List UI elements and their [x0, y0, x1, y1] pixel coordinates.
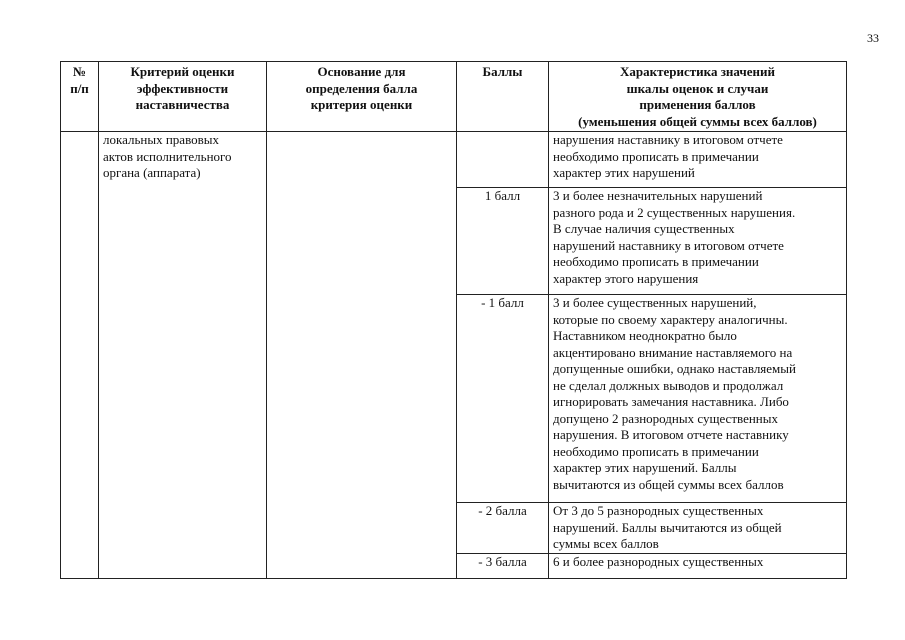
characteristic-cell: 3 и более незначительных нарушений разного рода и 2 существенных нарушения. В случае наличия существенных нарушений наставнику в итоговом отчете необходимо прописать в примечании характер этого нарушения	[549, 188, 847, 295]
points-cell: - 2 балла	[457, 503, 549, 554]
header-points: Баллы	[457, 62, 549, 132]
criterion-cell: локальных правовых актов исполнительного органа (аппарата)	[99, 132, 267, 579]
characteristic-cell: нарушения наставнику в итоговом отчете необходимо прописать в примечании характер этих нарушений	[549, 132, 847, 188]
points-cell	[457, 132, 549, 188]
characteristic-cell: 3 и более существенных нарушений, которые по своему характеру аналогичны. Наставником неоднократно было акцентировано внимание наставляемого на допущенные ошибки, однако наставляемый не сделал должных выводов и продолжал игнорировать замечания наставника. Либо допущено 2 разнородных существенных нарушения. В итоговом отчете наставнику необходимо прописать в примечании характер этих нарушений. Баллы вычитаются из общей суммы всех баллов	[549, 295, 847, 503]
points-cell: 1 балл	[457, 188, 549, 295]
points-cell: - 3 балла	[457, 553, 549, 578]
table-row	[61, 132, 847, 188]
num-cell	[61, 132, 99, 579]
table-header-row	[61, 62, 847, 132]
basis-cell	[267, 132, 457, 579]
header-basis: Основание для определения балла критерия оценки	[267, 62, 457, 132]
header-criterion: Критерий оценки эффективности наставничества	[99, 62, 267, 132]
points-cell: - 1 балл	[457, 295, 549, 503]
header-num: № п/п	[61, 62, 99, 132]
characteristic-cell: От 3 до 5 разнородных существенных нарушений. Баллы вычитаются из общей суммы всех баллов	[549, 503, 847, 554]
page-number: 33	[867, 31, 879, 45]
criteria-table	[60, 61, 847, 579]
header-characteristic: Характеристика значений шкалы оценок и случаи применения баллов (уменьшения общей суммы всех баллов)	[549, 62, 847, 132]
characteristic-cell: 6 и более разнородных существенных	[549, 553, 847, 578]
